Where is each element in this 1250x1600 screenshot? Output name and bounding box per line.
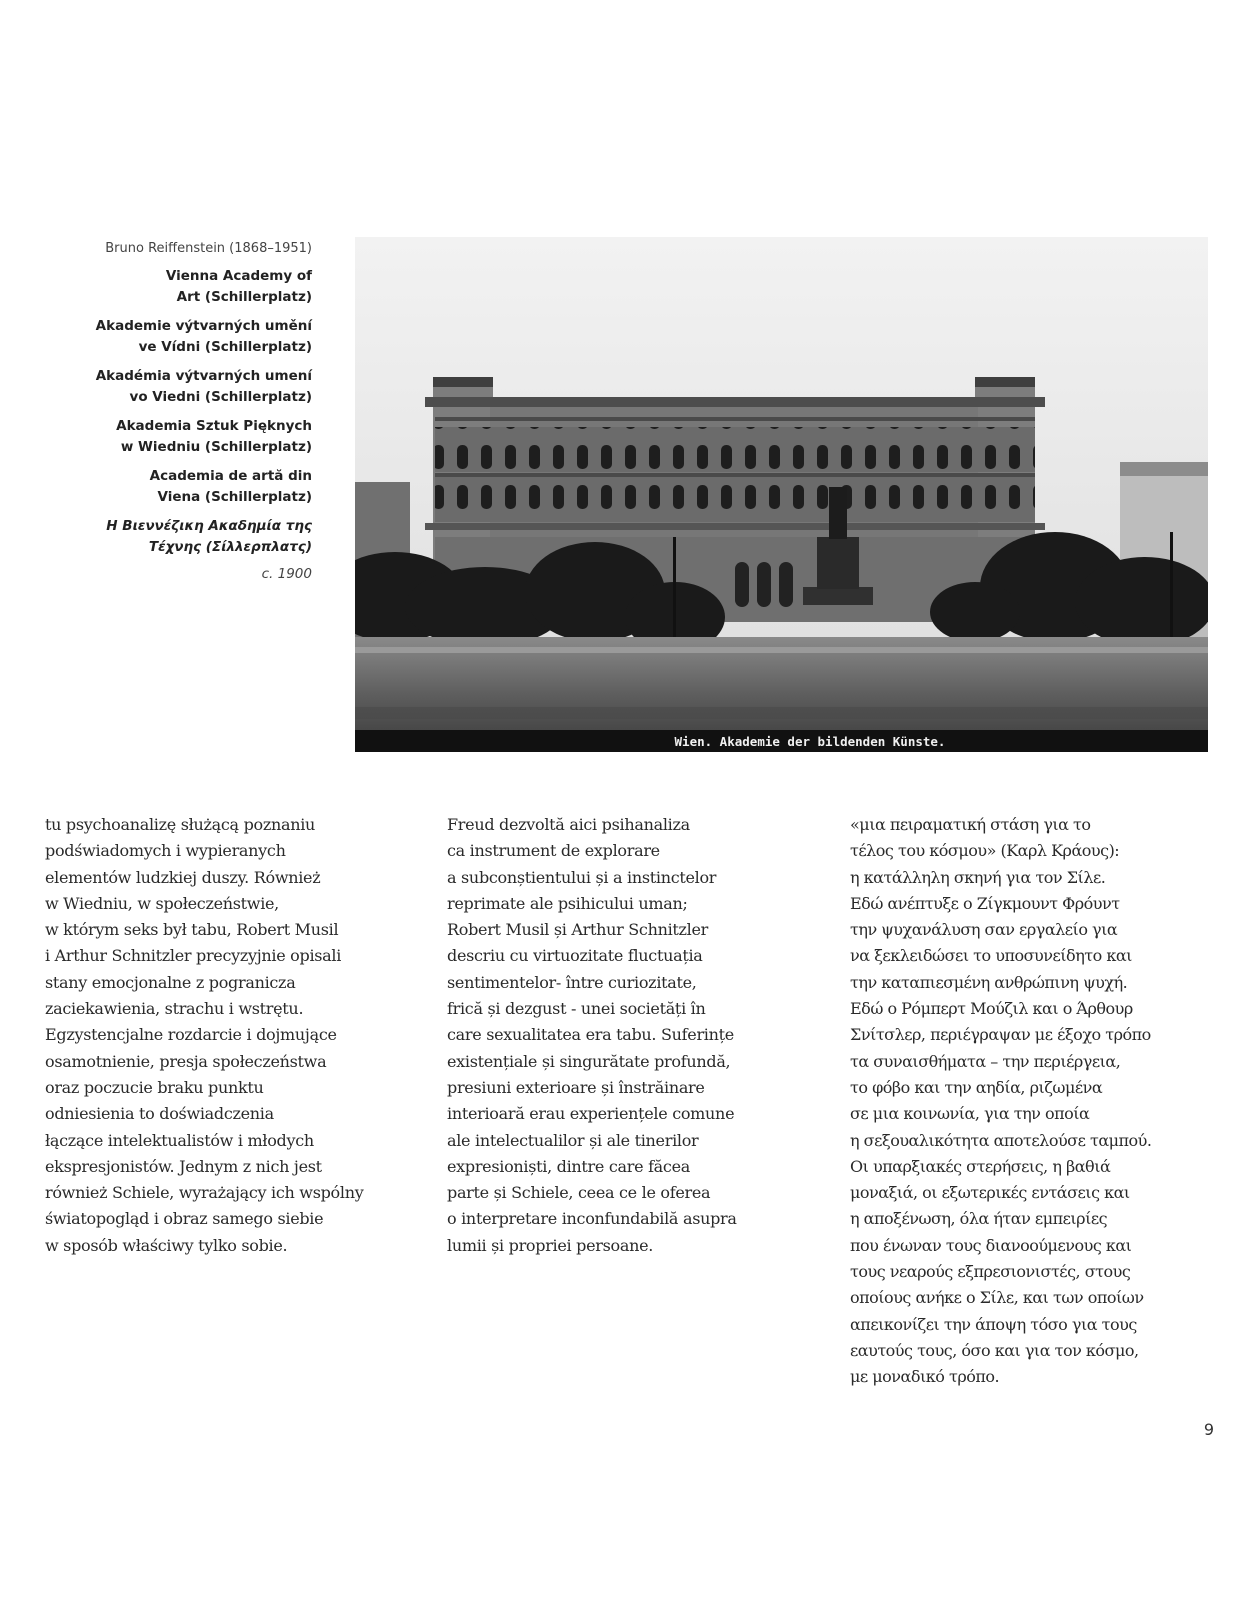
caption-date: c. 1900 — [261, 566, 312, 582]
text-column-greek: «μια πειραματική στάση για το τέλος του κόσμου» (Καρλ Κράους): η κατάλληλη σκηνή για τον Σίλε. Εδώ ανέπτυξε ο Ζίγκμουντ Φρόυντ την ψυχανάλυση σαν εργαλείο για να ξεκλειδώσει το υποσυνείδητο και την καταπιεσμένη ανθρώπινη ψυχή. Εδώ ο Ρόμπερτ Μούζιλ και ο Άρθουρ Σνίτσλερ, περιέγραψαν με έξοχο τρόπο τα συναισθήματα – την περιέργεια, το φόβο και την αηδία, ριζωμένα σε μια κοινωνία, για την οποία η σεξουαλικότητα αποτελούσε ταμπού. Οι υπαρξιακές στερήσεις, η βαθιά μοναξιά, οι εξωτερικές εντάσεις και η αποξένωση, όλα ήταν εμπειρίες που ένωναν τους διανοούμενους και τους νεαρούς εξπρεσιονιστές, στους οποίους ανήκε ο Σίλε, και των οποίων απεικονίζει την άποψη τόσο για τους εαυτούς τους, όσο και για τον κόσμο, με μοναδικό τρόπο. — [850, 815, 1152, 1387]
lamp-post — [673, 537, 676, 637]
text-column-polish: tu psychoanalizę służącą poznaniu podświadomych i wypieranych elementów ludzkiej duszy. Również w Wiedniu, w społeczeństwie, w którym seks był tabu, Robert Musil i Arthur Schnitzler precyzyjnie opisali stany emocjonalne z pogranicza zaciekawienia, strachu i wstrętu. Egzystencjalne rozdarcie i dojmujące osamotnienie, presja społeczeństwa oraz poczucie braku punktu odniesienia to doświadczenia łączące intelektualistów i młodych ekspresjonistów. Jednym z nich jest również Schiele, wyrażający ich wspólny światopogląd i obraz samego siebie w sposób właściwy tylko sobie. — [45, 815, 364, 1255]
page-number: 9 — [1203, 1420, 1214, 1439]
photo-inscription: Wien. Akademie der bildenden Künste. — [674, 734, 946, 749]
academy-photograph — [355, 237, 1208, 752]
text-column-romanian: Freud dezvoltă aici psihanaliza ca instrument de explorare a subconștientului și a instinctelor reprimate ale psihicului uman; Robert Musil și Arthur Schnitzler descriu cu virtuozitate fluctuația sentimentelor- între curiozitate, frică și dezgust - unei societăți în care sexualitatea era tabu. Suferințe existențiale și singurătate profundă, presiuni exterioare și înstrăinare interioară erau experiențele comune ale intelectualilor și ale tinerilor expresioniști, dintre care făcea parte și Schiele, ceea ce le oferea o interpretare inconfundabilă asupra lumii și propriei persoane. — [447, 815, 737, 1255]
caption-title-ro: Academia de artă din Viena (Schillerplatz) — [149, 468, 312, 505]
lamp-post — [1170, 532, 1173, 642]
caption-title-en: Vienna Academy of Art (Schillerplatz) — [165, 268, 312, 305]
photo-caption — [40, 240, 312, 596]
caption-title-el: Η Βιεννέζικη Ακαδημία της Τέχνης (Σίλλερπλατς) — [106, 518, 312, 555]
caption-title-cs: Akademie výtvarných umění ve Vídni (Schillerplatz) — [95, 318, 312, 355]
caption-title-sk: Akadémia výtvarných umení vo Viedni (Schillerplatz) — [95, 368, 312, 405]
caption-author: Bruno Reiffenstein (1868–1951) — [105, 241, 312, 256]
caption-title-pl: Akademia Sztuk Pięknych w Wiedniu (Schillerplatz) — [116, 418, 312, 455]
